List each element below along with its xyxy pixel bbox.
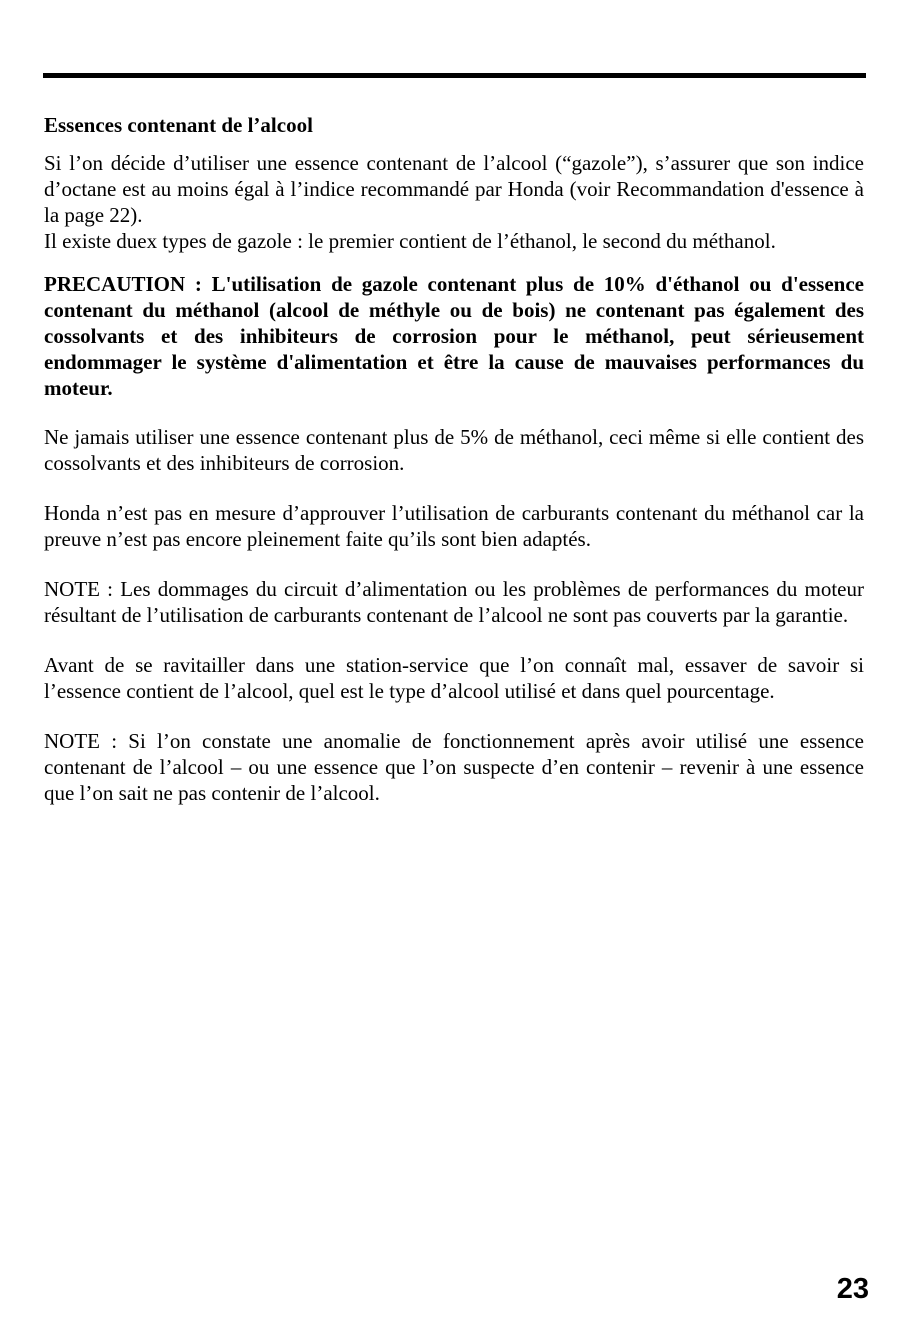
note-malfunction: NOTE : Si l’on constate une anomalie de fonctionnement après avoir utilisé une essence contenant de l’alcool – ou une essence que l’on suspecte d’en contenir – revenir à une essence que l’on sait ne pas contenir de l’alcool. xyxy=(44,729,864,805)
top-rule xyxy=(43,73,866,78)
paragraph-honda-approval: Honda n’est pas en mesure d’approuver l’utilisation de carburants contenant du méthanol car la preuve n’est pas encore pleinement faite qu’ils sont bien adaptés. xyxy=(44,501,864,551)
note-warranty: NOTE : Les dommages du circuit d’alimentation ou les problèmes de performances du moteur résultant de l’utilisation de carburants contenant de l’alcool ne sont pas couverts par la garantie. xyxy=(44,577,864,627)
paragraph-alcohol-octane: Si l’on décide d’utiliser une essence contenant de l’alcool (“gazole”), s’assurer que son indice d’octane est au moins égal à l’indice recommandé par Honda (voir Recommandation d'essence à la page 22). xyxy=(44,151,864,227)
paragraph-gasohol-types: Il existe duex types de gazole : le premier contient de l’éthanol, le second du méthanol. xyxy=(44,229,776,253)
section-title: Essences contenant de l’alcool xyxy=(44,113,313,137)
precaution-warning: PRECAUTION : L'utilisation de gazole contenant plus de 10% d'éthanol ou d'essence contenant du méthanol (alcool de méthyle ou de bois) ne contenant pas également des cossolvants et des inhibiteurs de corrosion pour le méthanol, peut sérieusement endommager le système d'alimentation et être la cause de mauvaises performances du moteur. xyxy=(44,272,864,400)
paragraph-station-advice: Avant de se ravitailler dans une station-service que l’on connaît mal, essaver de savoir si l’essence contient de l’alcool, quel est le type d’alcool utilisé et dans quel pourcentage. xyxy=(44,653,864,703)
paragraph-methanol-limit: Ne jamais utiliser une essence contenant plus de 5% de méthanol, ceci même si elle contient des cossolvants et des inhibiteurs de corrosion. xyxy=(44,425,864,475)
page-content xyxy=(44,112,864,830)
page-number: 23 xyxy=(836,1273,869,1305)
